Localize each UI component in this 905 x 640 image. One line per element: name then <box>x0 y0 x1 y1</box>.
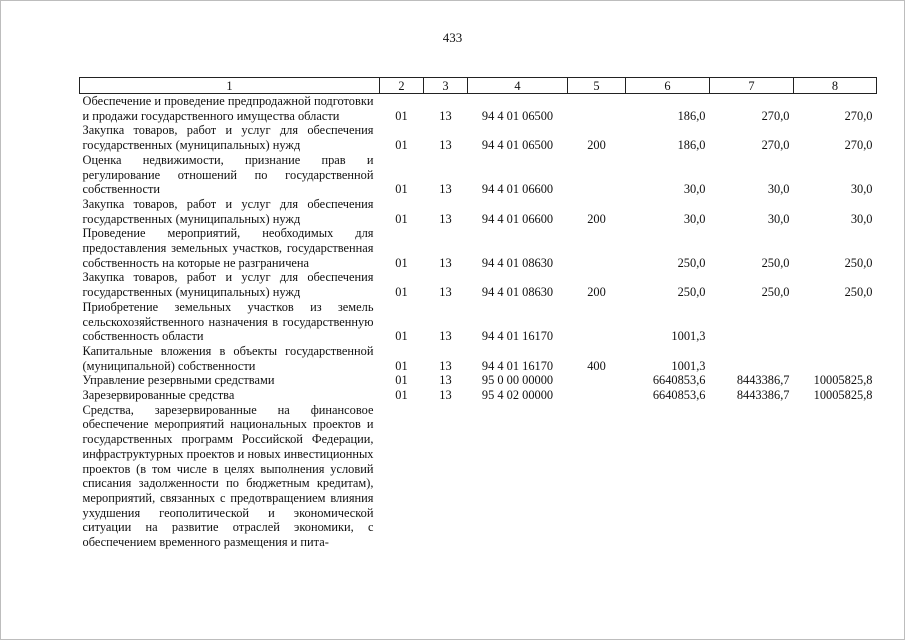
header-col-6: 6 <box>626 78 710 94</box>
row-name: Зарезервированные средства <box>82 388 235 403</box>
row-section: 01 <box>395 285 408 300</box>
table-row <box>80 123 877 152</box>
row-section: 01 <box>395 358 408 373</box>
row-amount-1: 30,0 <box>683 182 706 197</box>
row-amount-1 <box>626 403 710 550</box>
row-subsection: 13 <box>439 285 452 300</box>
row-section: 01 <box>395 108 408 123</box>
row-name: Капитальные вложения в объекты государственной (муниципальной) собственности <box>82 343 374 373</box>
row-subsection: 13 <box>439 182 452 197</box>
row-amount-1: 1001,3 <box>671 329 706 344</box>
row-amount-1: 30,0 <box>683 211 706 226</box>
header-col-8: 8 <box>794 78 877 94</box>
row-target-code <box>468 403 568 550</box>
row-amount-3: 30,0 <box>850 211 873 226</box>
row-expense-type: 200 <box>587 211 606 226</box>
row-target-code: 94 4 01 16170 <box>481 329 554 344</box>
table-row <box>80 94 877 124</box>
row-section <box>380 403 424 550</box>
row-amount-2: 270,0 <box>761 108 790 123</box>
table-row <box>80 300 877 344</box>
row-name: Закупка товаров, работ и услуг для обеспечения государственных (муниципальных) нужд <box>82 270 374 300</box>
row-amount-3: 250,0 <box>844 255 873 270</box>
row-amount-1: 6640853,6 <box>652 388 706 403</box>
row-amount-3: 270,0 <box>844 108 873 123</box>
row-target-code: 94 4 01 08630 <box>481 285 554 300</box>
row-name: Оценка недвижимости, признание прав и регулирование отношений по государственной собственности <box>82 152 374 197</box>
row-amount-1: 186,0 <box>677 108 706 123</box>
row-amount-3: 270,0 <box>844 138 873 153</box>
row-amount-3: 10005825,8 <box>813 373 873 388</box>
row-target-code: 94 4 01 16170 <box>481 358 554 373</box>
row-amount-2: 8443386,7 <box>736 373 790 388</box>
row-amount-1: 6640853,6 <box>652 373 706 388</box>
header-row <box>80 78 877 94</box>
row-subsection: 13 <box>439 211 452 226</box>
row-expense-type <box>568 300 626 344</box>
row-expense-type <box>568 388 626 403</box>
row-subsection: 13 <box>439 388 452 403</box>
row-target-code: 94 4 01 06600 <box>481 211 554 226</box>
header-col-3: 3 <box>424 78 468 94</box>
table-row <box>80 403 877 550</box>
row-expense-type: 200 <box>587 138 606 153</box>
row-expense-type <box>568 403 626 550</box>
row-amount-3: 10005825,8 <box>813 388 873 403</box>
row-target-code: 94 4 01 06500 <box>481 108 554 123</box>
row-target-code: 94 4 01 06500 <box>481 138 554 153</box>
header-col-4: 4 <box>468 78 568 94</box>
row-amount-1: 1001,3 <box>671 358 706 373</box>
row-name: Управление резервными средствами <box>82 373 275 388</box>
row-amount-1: 186,0 <box>677 138 706 153</box>
row-target-code: 94 4 01 08630 <box>481 255 554 270</box>
header-col-5: 5 <box>568 78 626 94</box>
row-target-code: 94 4 01 06600 <box>481 182 554 197</box>
row-amount-2: 30,0 <box>767 211 790 226</box>
row-name: Закупка товаров, работ и услуг для обеспечения государственных (муниципальных) нужд <box>82 123 374 153</box>
row-section: 01 <box>395 329 408 344</box>
row-subsection: 13 <box>439 329 452 344</box>
row-amount-2: 250,0 <box>761 285 790 300</box>
row-amount-2: 30,0 <box>767 182 790 197</box>
table-row <box>80 197 877 226</box>
row-section: 01 <box>395 255 408 270</box>
row-amount-2: 270,0 <box>761 138 790 153</box>
row-name: Закупка товаров, работ и услуг для обеспечения государственных (муниципальных) нужд <box>82 196 374 226</box>
row-amount-2 <box>710 344 794 373</box>
row-subsection: 13 <box>439 373 452 388</box>
budget-table <box>79 77 877 550</box>
row-expense-type: 200 <box>587 285 606 300</box>
row-amount-2: 250,0 <box>761 255 790 270</box>
row-section: 01 <box>395 373 408 388</box>
row-amount-3 <box>794 300 877 344</box>
row-subsection: 13 <box>439 138 452 153</box>
header-col-1: 1 <box>80 78 380 94</box>
table-row <box>80 388 877 403</box>
row-section: 01 <box>395 388 408 403</box>
row-subsection: 13 <box>439 358 452 373</box>
row-expense-type <box>568 373 626 388</box>
table-row <box>80 373 877 388</box>
row-subsection: 13 <box>439 255 452 270</box>
row-amount-3 <box>794 344 877 373</box>
row-amount-2 <box>710 403 794 550</box>
row-target-code: 95 0 00 00000 <box>481 373 554 388</box>
row-name: Приобретение земельных участков из земель сельскохозяйственного назначения в государственную собственность области <box>82 299 374 344</box>
table-row <box>80 153 877 197</box>
row-amount-1: 250,0 <box>677 255 706 270</box>
row-amount-1: 250,0 <box>677 285 706 300</box>
page-number: 433 <box>442 30 463 45</box>
header-col-2: 2 <box>380 78 424 94</box>
table-row <box>80 226 877 270</box>
table-row <box>80 344 877 373</box>
table-row <box>80 270 877 299</box>
header-col-7: 7 <box>710 78 794 94</box>
row-amount-2: 8443386,7 <box>736 388 790 403</box>
row-section: 01 <box>395 211 408 226</box>
row-name: Проведение мероприятий, необходимых для предоставления земельных участков, государственная собственность на которые не разграничена <box>82 226 374 270</box>
row-section: 01 <box>395 138 408 153</box>
row-target-code: 95 4 02 00000 <box>481 388 554 403</box>
row-name: Обеспечение и проведение предпродажной подготовки и продажи государственного имущества области <box>82 94 374 123</box>
row-amount-2 <box>710 300 794 344</box>
row-expense-type <box>568 94 626 124</box>
row-amount-3: 250,0 <box>844 285 873 300</box>
row-subsection <box>424 403 468 550</box>
row-expense-type <box>568 226 626 270</box>
row-name: Средства, зарезервированные на финансовое обеспечение мероприятий национальных проектов и государственных программ Российской Федерации, инфраструктурных проектов и новых инвестиционных проектов (в том числе в целях выполнения условий списания задолженности по бюджетным кредитам), мероприятий, связанных с предотвращением влияния ухудшения геополитической и экономической ситуации на развитие отраслей экономики, с обеспечением временного размещения и пита- <box>82 402 374 550</box>
row-expense-type: 400 <box>587 358 606 373</box>
row-expense-type <box>568 153 626 197</box>
row-amount-3: 30,0 <box>850 182 873 197</box>
row-subsection: 13 <box>439 108 452 123</box>
row-section: 01 <box>395 182 408 197</box>
row-amount-3 <box>794 403 877 550</box>
